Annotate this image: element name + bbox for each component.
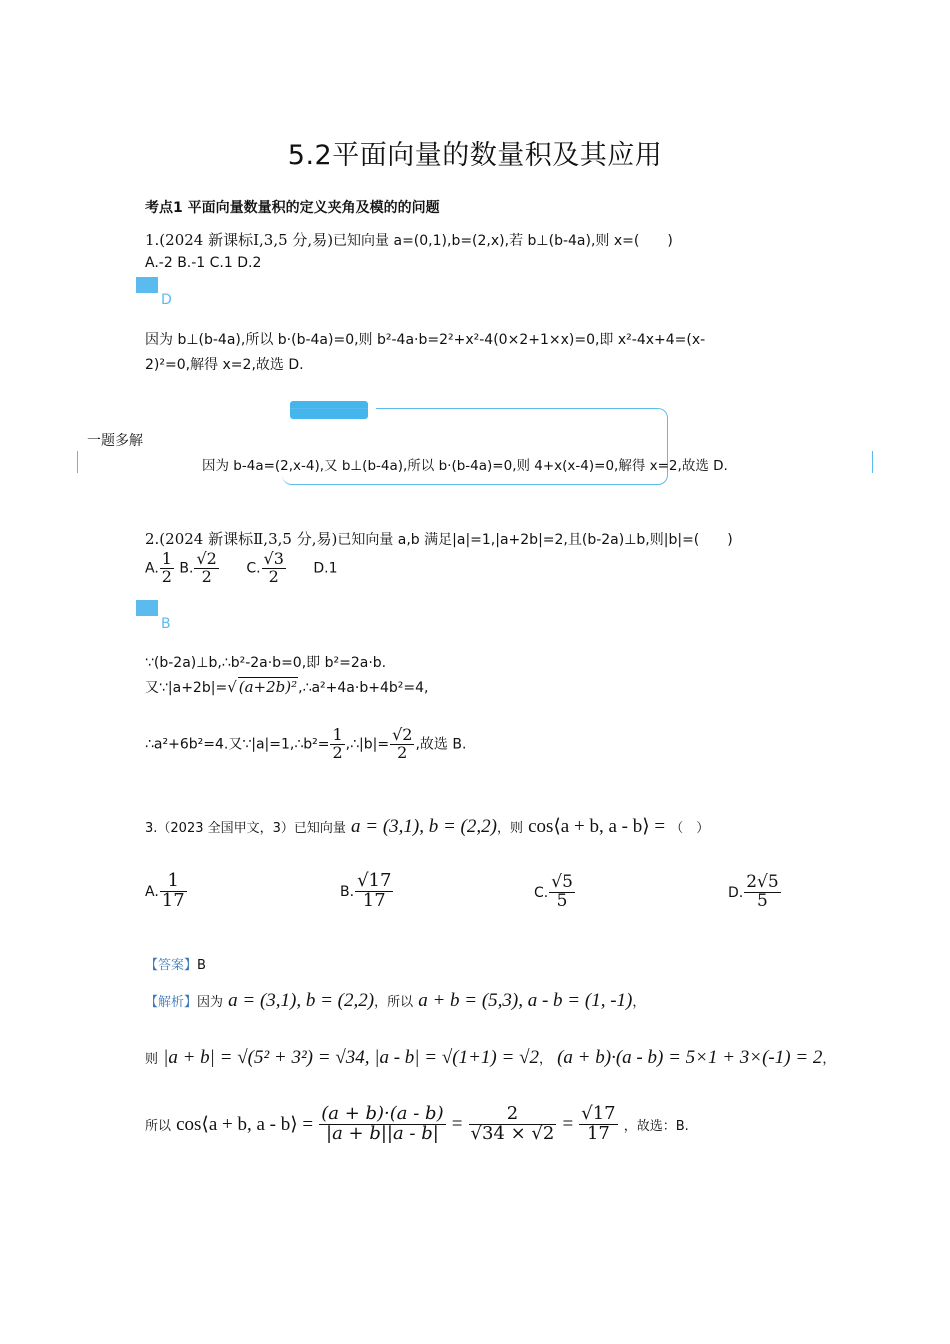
q3-option-d: D. $\frac{2√5}{5}$ <box>728 872 779 911</box>
q2-options <box>145 551 338 586</box>
q2-sqrt-expr: (a+2b)² <box>238 678 298 696</box>
q2-answer: B <box>161 616 171 632</box>
q2-source: 2.(2024 新课标Ⅱ,3,5 分,易) <box>145 530 338 548</box>
q2-solution-line2: 又∵|a+2b|=√ (a+2b)²,∴a²+4a·b+4b²=4, <box>145 678 429 696</box>
page-title: 5.2平面向量的数量积及其应用 <box>287 140 663 171</box>
multi-solution-text: 因为 b-4a=(2,x-4),又 b⊥(b-4a),所以 b·(b-4a)=0,则 4+x(x-4)=0,解得 x=2,故选 D. <box>202 458 728 474</box>
answer-label: 【答案】 <box>145 958 198 973</box>
left-rule <box>77 451 78 473</box>
q3-option-a: A. $\frac{1}{17}$ <box>145 870 185 911</box>
q3-option-c: C. $\frac{√5}{5}$ <box>534 872 573 911</box>
q2-frac-root2: $\frac{√2}{2}$ <box>392 725 413 762</box>
answer-tab-icon <box>136 277 158 293</box>
q1-answer: D <box>161 292 172 308</box>
answer-tab-icon <box>136 600 158 616</box>
q2-frac-half: $\frac{1}{2}$ <box>332 725 343 762</box>
q1-solution-line2: 2)²=0,解得 x=2,故选 D. <box>145 357 304 373</box>
q3-option-b: B. $\frac{√17}{17}$ <box>340 870 392 911</box>
q2-option-d: D.1 <box>313 560 338 577</box>
analysis-label: 【解析】 <box>145 995 198 1010</box>
q3-answer-line <box>145 954 206 973</box>
q3-stem: 3.（2023 全国甲文，3）已知向量 a = (3,1), b = (2,2)，则 cos⟨a + b, a - b⟩ = （ ） <box>145 816 710 837</box>
q3-analysis-line2: 则 |a + b| = √(5² + 3²) = √34, |a - b| = √(1+1) = √2， (a + b)·(a - b) = 5×1 + 3×(-1) = 2， <box>145 1047 836 1068</box>
q2-option-a-label: A. <box>145 560 159 577</box>
q3-analysis-line3: 所以 cos⟨a + b, a - b⟩ = $\frac{(a + b)\cdot(a - b)}{|a + b||a - b|}$ = $\frac{2}{√34 \times √2}$ = $\frac{√17}{17}$ ，故选：B. <box>145 1103 689 1144</box>
q3-cos-expr: cos⟨a + b, a - b⟩ = <box>528 816 666 837</box>
multi-solution-label: 一题多解 <box>87 433 143 449</box>
q1-solution-line1: 因为 b⊥(b-4a),所以 b·(b-4a)=0,则 b²-4a·b=2²+x²-4(0×2+1×x)=0,即 x²-4x+4=(x- <box>145 332 706 348</box>
q2-option-b-value: $\frac{√2}{2}$ <box>196 549 217 586</box>
q2-solution-line3: ∴a²+6b²=4.又∵|a|=1,∴b²= $\frac{1}{2}$ ,∴|b|= $\frac{√2}{2}$ ,故选 B. <box>145 725 467 762</box>
right-rule <box>872 451 873 473</box>
q1-stem <box>145 229 673 250</box>
q2-stem <box>145 528 733 549</box>
q2-solution-line1: ∵(b-2a)⊥b,∴b²-2a·b=0,即 b²=2a·b. <box>145 655 387 671</box>
q2-option-b-label: B. <box>179 560 194 577</box>
q2-option-c-label: C. <box>246 560 261 577</box>
q2-text: 已知向量 a,b 满足|a|=1,|a+2b|=2,且(b-2a)⊥b,则|b|=( ) <box>337 532 733 548</box>
q1-text: 已知向量 a=(0,1),b=(2,x),若 b⊥(b-4a),则 x=( ) <box>333 233 673 249</box>
q3-answer: B <box>197 958 206 973</box>
q1-options: A.-2 B.-1 C.1 D.2 <box>145 255 262 271</box>
q1-source: 1.(2024 新课标Ⅰ,3,5 分,易) <box>145 231 334 249</box>
section-heading: 考点1 平面向量数量积的定义夹角及模的的问题 <box>145 200 440 216</box>
q3-analysis-line1: 【解析】因为 a = (3,1), b = (2,2)，所以 a + b = (5,3), a - b = (1, -1)， <box>145 990 646 1011</box>
q3-vectors: a = (3,1), b = (2,2) <box>351 816 497 837</box>
q2-option-c-value: $\frac{√3}{2}$ <box>263 549 284 586</box>
q2-option-a-value: $\frac{1}{2}$ <box>161 549 172 586</box>
